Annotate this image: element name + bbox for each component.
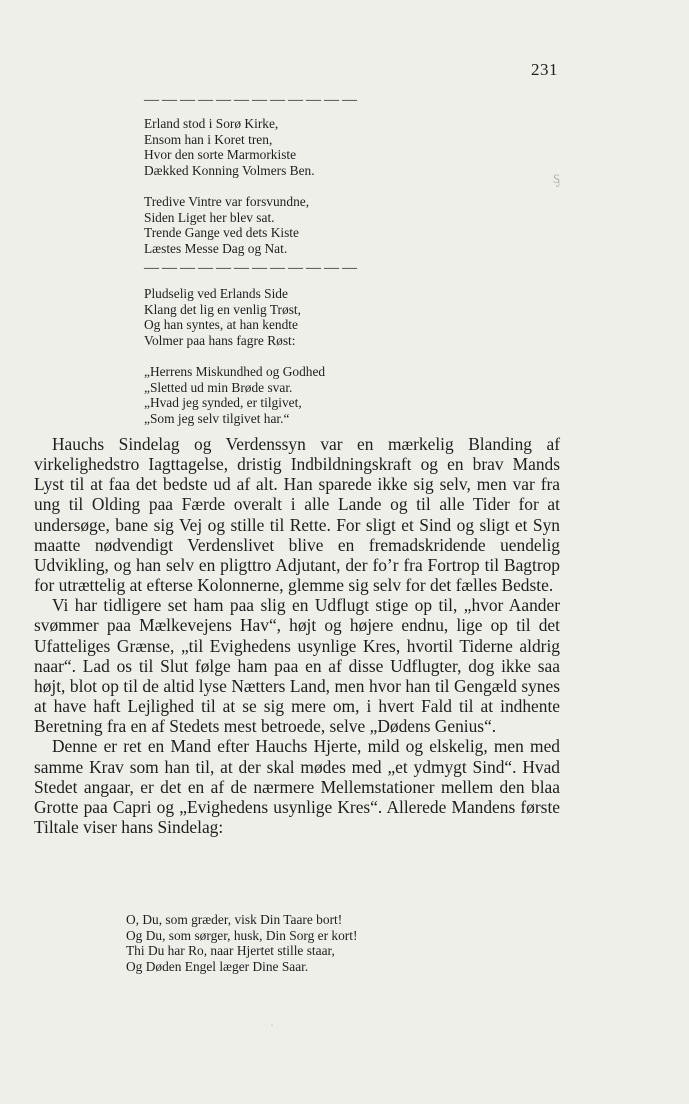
paper-blemish-icon: ᶊ	[553, 167, 561, 187]
verse-stanza-4	[144, 364, 325, 426]
verse-stanza-2	[144, 194, 309, 256]
verse-line: O, Du, som græder, visk Din Taare bort!	[126, 912, 343, 927]
paper-speck-icon: ·	[270, 1018, 274, 1032]
verse-line: „Hvad jeg synded, er tilgivet,	[144, 395, 302, 411]
separator-line: ————————————	[144, 260, 360, 276]
verse-line: Erland stod i Sorø Kirke,	[144, 116, 279, 131]
verse-line: „Herrens Miskundhed og Godhed	[144, 364, 326, 379]
verse-line: Trende Gange ved dets Kiste	[144, 225, 299, 241]
verse-stanza-1	[144, 116, 315, 178]
verse-line: Klang det lig en venlig Trøst,	[144, 301, 301, 317]
paragraph: Vi har tidligere set ham paa slig en Udflugt stige op til, „hvor Aander svømmer paa Mælkevejens Hav“, højt og højere endnu, lige op til det Ufatteliges Grænse, „til Evighedens usynlige Kres, hvortil Tiderne aldrig naar“. Lad os til Slut følge ham paa en af disse Udflugter, dog ikke saa højt, blot op til de altid lyse Nætters Land, men hvor han til Gengæld synes at have haft Lejlighed til at se sig mere om, i hvert Fald til at indhente Beretning fra en af Stedets mest betroede, selve „Dødens Genius“.	[34, 595, 560, 737]
verse-line: Hvor den sorte Marmorkiste	[144, 147, 297, 163]
verse-line: Og han syntes, at han kendte	[144, 317, 298, 333]
verse-line: Og Døden Engel læger Dine Saar.	[126, 958, 309, 974]
paragraph: Hauchs Sindelag og Verdenssyn var en mærkelig Blanding af virkelighedstro Iagttagelse, dristig Indbildningskraft og en brav Mands Lyst til at faa det bedste ud af alt. Han sparede ikke sig selv, men var fra ung til Olding paa Færde overalt i alle Lande og til alle Tider for at undersøge, bane sig Vej og stille til Rette. For sligt et Sind og sligt et Syn maatte nødvendigt Verdenslivet blive en fremadskridende uendelig Udvikling, og han selv en pligttro Adjutant, der fo’r fra Fortrop til Bagtrop for utrættelig at efterse Kolonnerne, glemme sig selv for det fælles Bedste.	[34, 434, 560, 596]
verse-line: „Sletted ud min Brøde svar.	[144, 379, 293, 395]
paragraph: Denne er ret en Mand efter Hauchs Hjerte, mild og elskelig, men med samme Krav som han til, at der skal mødes med „et ydmygt Sind“. Hvad Stedet angaar, er det en af de nærmere Mellemstationer mellem den blaa Grotte paa Capri og „Evighedens usynlige Kres“. Allerede Mandens første Tiltale viser hans Sindelag:	[34, 736, 560, 837]
verse-line: Volmer paa hans fagre Røst:	[144, 332, 296, 348]
body-text	[34, 434, 560, 837]
verse-line: Thi Du har Ro, naar Hjertet stille staar,	[126, 943, 335, 959]
verse-line: Dækked Konning Volmers Ben.	[144, 162, 315, 178]
verse-line: „Som jeg selv tilgivet har.“	[144, 410, 290, 426]
verse-line: Tredive Vintre var forsvundne,	[144, 194, 310, 209]
verse-line: Pludselig ved Erlands Side	[144, 286, 288, 301]
separator-line: ————————————	[144, 92, 360, 108]
verse-line: Siden Liget her blev sat.	[144, 209, 275, 225]
verse-line: Læstes Messe Dag og Nat.	[144, 240, 288, 256]
closing-verse	[126, 912, 357, 974]
page-number: 231	[531, 60, 558, 79]
verse-stanza-3	[144, 286, 301, 348]
verse-line: Og Du, som sørger, husk, Din Sorg er kort!	[126, 927, 358, 943]
verse-line: Ensom han i Koret tren,	[144, 131, 273, 147]
